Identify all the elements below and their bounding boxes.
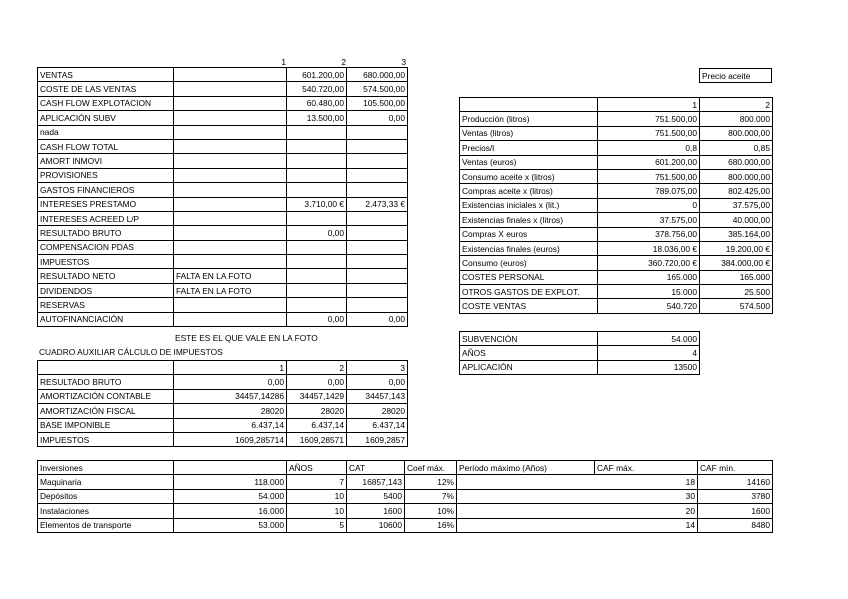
col-number-3: 3 <box>401 57 406 67</box>
cell-years: 7 <box>287 475 347 489</box>
row-label: IMPUESTOS <box>38 255 174 269</box>
table-row <box>38 518 773 532</box>
row-label: CASH FLOW TOTAL <box>38 139 174 153</box>
header-cell: CAF máx. <box>595 461 698 475</box>
cell-value: 0,85 <box>700 141 773 155</box>
cell-value: 0 <box>598 198 700 212</box>
cell-value: 751.500,00 <box>598 126 700 140</box>
col-number-2: 2 <box>341 57 346 67</box>
table-row <box>460 155 773 169</box>
cell-coef: 12% <box>405 475 457 489</box>
table-row <box>38 125 408 139</box>
row-label: GASTOS FINANCIEROS <box>38 183 174 197</box>
table-row <box>38 432 408 446</box>
cell-value: 0,00 <box>347 111 408 125</box>
cell-value: 3.710,00 € <box>287 197 347 211</box>
cell-coef: 10% <box>405 504 457 518</box>
cell-value: 601.200,00 <box>598 155 700 169</box>
cell-value <box>287 211 347 225</box>
investment-name: Maquinaria <box>38 475 174 489</box>
row-label: PROVISIONES <box>38 168 174 182</box>
row-label: BASE IMPONIBLE <box>38 418 174 432</box>
table-row <box>38 375 408 389</box>
table-row <box>38 504 773 518</box>
cell-value: 54.000 <box>598 332 700 346</box>
row-label: nada <box>38 125 174 139</box>
row-note <box>174 226 287 240</box>
table-row <box>460 213 773 227</box>
cell-value: 37.575,00 <box>700 198 773 212</box>
row-label: AMORTIZACIÓN FISCAL <box>38 404 174 418</box>
cell-amount: 16.000 <box>174 504 287 518</box>
cell-value <box>287 269 347 283</box>
cell-value <box>287 154 347 168</box>
cell-value: 2.473,33 € <box>347 197 408 211</box>
row-note <box>174 312 287 326</box>
oil-table <box>459 97 773 314</box>
cell-amount: 118.000 <box>174 475 287 489</box>
cell-value: 378.756,00 <box>598 227 700 241</box>
cell-caf-max: 3780 <box>698 489 773 503</box>
table-header-row <box>460 98 773 112</box>
row-label: COSTE DE LAS VENTAS <box>38 82 174 96</box>
col-number: 1 <box>598 98 700 112</box>
blank-cell <box>38 361 174 375</box>
row-label: APLICACIÓN <box>460 360 598 374</box>
cell-value <box>287 240 347 254</box>
cell-value: 4 <box>598 346 700 360</box>
cell-value: 680.000,00 <box>347 68 408 82</box>
cell-value: 34457,1429 <box>287 389 347 403</box>
blank-cell <box>174 461 287 475</box>
table-row <box>38 82 408 96</box>
table-row <box>38 240 408 254</box>
cell-value: 28020 <box>347 404 408 418</box>
cell-years: 10 <box>287 489 347 503</box>
cell-value <box>347 183 408 197</box>
row-label: Existencias finales x (litros) <box>460 213 598 227</box>
cell-amount: 54.000 <box>174 489 287 503</box>
col-number-1: 1 <box>281 57 286 67</box>
row-note <box>174 68 287 82</box>
main-table <box>37 67 408 327</box>
col-number: 2 <box>700 98 773 112</box>
row-label: OTROS GASTOS DE EXPLOT. <box>460 285 598 299</box>
cell-value: 1609,285714 <box>174 432 287 446</box>
cell-value: 385.164,00 <box>700 227 773 241</box>
cell-period: 18 <box>457 475 698 489</box>
cell-value: 540.720,00 <box>287 82 347 96</box>
row-label: RESULTADO BRUTO <box>38 226 174 240</box>
row-note <box>174 139 287 153</box>
row-label: Ventas (litros) <box>460 126 598 140</box>
table-row <box>38 255 408 269</box>
cell-value <box>287 183 347 197</box>
row-label: VENTAS <box>38 68 174 82</box>
row-label: Existencias iniciales x (lit.) <box>460 198 598 212</box>
row-note <box>174 96 287 110</box>
cell-value: 751.500,00 <box>598 169 700 183</box>
cell-value <box>347 139 408 153</box>
row-label: DIVIDENDOS <box>38 283 174 297</box>
cell-cat: 16857,143 <box>347 475 405 489</box>
cell-value <box>287 255 347 269</box>
row-note <box>174 298 287 312</box>
row-label: COSTES PERSONAL <box>460 270 598 284</box>
cell-amount: 53.000 <box>174 518 287 532</box>
row-label: AUTOFINANCIACIÓN <box>38 312 174 326</box>
header-cell: AÑOS <box>287 461 347 475</box>
cell-value: 540.720 <box>598 299 700 313</box>
cell-value: 800.000 <box>700 112 773 126</box>
row-label: Compras X euros <box>460 227 598 241</box>
header-cell: Coef máx. <box>405 461 457 475</box>
cell-coef: 7% <box>405 489 457 503</box>
cell-value: 574.500,00 <box>347 82 408 96</box>
header-cell: CAF mín. <box>698 461 773 475</box>
cell-value: 1609,2857 <box>347 432 408 446</box>
cell-value: 6.437,14 <box>174 418 287 432</box>
table-row <box>38 197 408 211</box>
row-note <box>174 255 287 269</box>
table-row <box>460 126 773 140</box>
row-label: Producción (litros) <box>460 112 598 126</box>
cell-caf-max: 14160 <box>698 475 773 489</box>
table-row <box>38 154 408 168</box>
cell-value <box>347 269 408 283</box>
cell-coef: 16% <box>405 518 457 532</box>
row-note <box>174 168 287 182</box>
oil-price-label: Precio aceite <box>700 69 772 83</box>
row-note <box>174 183 287 197</box>
cell-value: 28020 <box>174 404 287 418</box>
table-row <box>460 256 773 270</box>
cell-value <box>347 240 408 254</box>
cell-cat: 10600 <box>347 518 405 532</box>
cell-period: 20 <box>457 504 698 518</box>
cell-value: 34457,143 <box>347 389 408 403</box>
table-row <box>38 418 408 432</box>
table-row <box>460 112 773 126</box>
table-header-row <box>38 361 408 375</box>
cell-value: 165.000 <box>700 270 773 284</box>
table-row <box>38 183 408 197</box>
table-row <box>460 184 773 198</box>
cell-period: 30 <box>457 489 698 503</box>
table-row <box>38 475 773 489</box>
row-label: AÑOS <box>460 346 598 360</box>
blank-cell <box>460 98 598 112</box>
cell-caf-max: 1600 <box>698 504 773 518</box>
header-cell: Inversiones <box>38 461 174 475</box>
cell-value: 18.036,00 € <box>598 241 700 255</box>
row-note: FALTA EN LA FOTO <box>174 283 287 297</box>
table-row <box>460 198 773 212</box>
main-footnote: ESTE ES EL QUE VALE EN LA FOTO <box>175 333 318 343</box>
cell-years: 5 <box>287 518 347 532</box>
cell-value: 6.437,14 <box>347 418 408 432</box>
cell-value: 34457,14286 <box>174 389 287 403</box>
cell-caf-max: 8480 <box>698 518 773 532</box>
row-note <box>174 154 287 168</box>
cell-cat: 5400 <box>347 489 405 503</box>
row-label: INTERESES ACREED L/P <box>38 211 174 225</box>
oil-price-box <box>699 68 772 83</box>
aux-title: CUADRO AUXILIAR CÁLCULO DE IMPUESTOS <box>39 347 223 357</box>
row-note: FALTA EN LA FOTO <box>174 269 287 283</box>
cell-cat: 1600 <box>347 504 405 518</box>
row-label: Existencias finales (euros) <box>460 241 598 255</box>
header-cell: CAT <box>347 461 405 475</box>
row-label: Consumo aceite x (litros) <box>460 169 598 183</box>
row-label: COMPENSACION PDAS <box>38 240 174 254</box>
cell-value <box>347 255 408 269</box>
row-note <box>174 197 287 211</box>
cell-years: 10 <box>287 504 347 518</box>
row-label: COSTE VENTAS <box>460 299 598 313</box>
investment-name: Elementos de transporte <box>38 518 174 532</box>
cell-value: 384.000,00 € <box>700 256 773 270</box>
cell-value: 0,00 <box>287 375 347 389</box>
cell-value: 574.500 <box>700 299 773 313</box>
table-row <box>38 168 408 182</box>
cell-value <box>347 283 408 297</box>
table-row <box>460 227 773 241</box>
table-row <box>460 299 773 313</box>
table-row <box>38 312 408 326</box>
table-row <box>38 139 408 153</box>
table-row <box>460 285 773 299</box>
table-row <box>38 298 408 312</box>
cell-value: 165.000 <box>598 270 700 284</box>
row-label: RESULTADO BRUTO <box>38 375 174 389</box>
cell-value: 40.000,00 <box>700 213 773 227</box>
cell-value <box>347 168 408 182</box>
cell-value: 25.500 <box>700 285 773 299</box>
table-header-row <box>38 461 773 475</box>
row-label: IMPUESTOS <box>38 432 174 446</box>
cell-value: 1609,28571 <box>287 432 347 446</box>
subvencion-table <box>459 331 700 375</box>
cell-value: 0,00 <box>287 312 347 326</box>
row-note <box>174 82 287 96</box>
cell-value: 13.500,00 <box>287 111 347 125</box>
row-label: AMORT INMOVI <box>38 154 174 168</box>
cell-value: 789.075,00 <box>598 184 700 198</box>
row-label: APLICACIÓN SUBV <box>38 111 174 125</box>
cell-value <box>287 298 347 312</box>
investments-table <box>37 460 773 533</box>
table-row <box>38 226 408 240</box>
table-row <box>38 269 408 283</box>
cell-value: 105.500,00 <box>347 96 408 110</box>
cell-value: 19.200,00 € <box>700 241 773 255</box>
cell-value: 802.425,00 <box>700 184 773 198</box>
table-row <box>460 346 700 360</box>
row-label: AMORTIZACIÓN CONTABLE <box>38 389 174 403</box>
cell-value: 6.437,14 <box>287 418 347 432</box>
investment-name: Instalaciones <box>38 504 174 518</box>
col-number: 1 <box>174 361 287 375</box>
row-note <box>174 125 287 139</box>
table-row <box>460 360 700 374</box>
table-row <box>38 68 408 82</box>
cell-value: 800.000,00 <box>700 126 773 140</box>
col-number: 2 <box>287 361 347 375</box>
cell-value: 13500 <box>598 360 700 374</box>
cell-value <box>287 168 347 182</box>
row-label: INTERESES PRESTAMO <box>38 197 174 211</box>
cell-value: 751.500,00 <box>598 112 700 126</box>
table-row <box>38 111 408 125</box>
cell-value <box>287 139 347 153</box>
table-row <box>38 489 773 503</box>
table-row <box>38 404 408 418</box>
cell-value: 37.575,00 <box>598 213 700 227</box>
row-note <box>174 240 287 254</box>
aux-table <box>37 360 408 447</box>
row-label: CASH FLOW EXPLOTACION <box>38 96 174 110</box>
row-label: SUBVENCIÓN <box>460 332 598 346</box>
investment-name: Depósitos <box>38 489 174 503</box>
cell-value <box>347 211 408 225</box>
cell-value: 0,00 <box>287 226 347 240</box>
cell-value <box>347 298 408 312</box>
row-label: RESULTADO NETO <box>38 269 174 283</box>
table-row <box>460 169 773 183</box>
row-note <box>174 211 287 225</box>
cell-value: 28020 <box>287 404 347 418</box>
row-label: Precios/l <box>460 141 598 155</box>
cell-value: 601.200,00 <box>287 68 347 82</box>
table-row <box>38 283 408 297</box>
cell-value: 680.000,00 <box>700 155 773 169</box>
table-row <box>38 96 408 110</box>
cell-value: 800.000,00 <box>700 169 773 183</box>
table-row <box>460 270 773 284</box>
row-label: RESERVAS <box>38 298 174 312</box>
col-number: 3 <box>347 361 408 375</box>
row-label: Consumo (euros) <box>460 256 598 270</box>
cell-value <box>347 125 408 139</box>
header-cell: Período máximo (Años) <box>457 461 595 475</box>
cell-value: 0,00 <box>347 312 408 326</box>
cell-value <box>287 283 347 297</box>
cell-value: 0,00 <box>347 375 408 389</box>
row-label: Compras aceite x (litros) <box>460 184 598 198</box>
table-row <box>460 141 773 155</box>
table-row <box>460 241 773 255</box>
row-label: Ventas (euros) <box>460 155 598 169</box>
table-row <box>460 332 700 346</box>
cell-value <box>347 226 408 240</box>
cell-value: 60.480,00 <box>287 96 347 110</box>
cell-value <box>287 125 347 139</box>
cell-value: 15.000 <box>598 285 700 299</box>
cell-value: 360.720,00 € <box>598 256 700 270</box>
cell-value: 0,00 <box>174 375 287 389</box>
row-note <box>174 111 287 125</box>
cell-period: 14 <box>457 518 698 532</box>
table-row <box>38 389 408 403</box>
table-row <box>38 211 408 225</box>
cell-value: 0,8 <box>598 141 700 155</box>
cell-value <box>347 154 408 168</box>
